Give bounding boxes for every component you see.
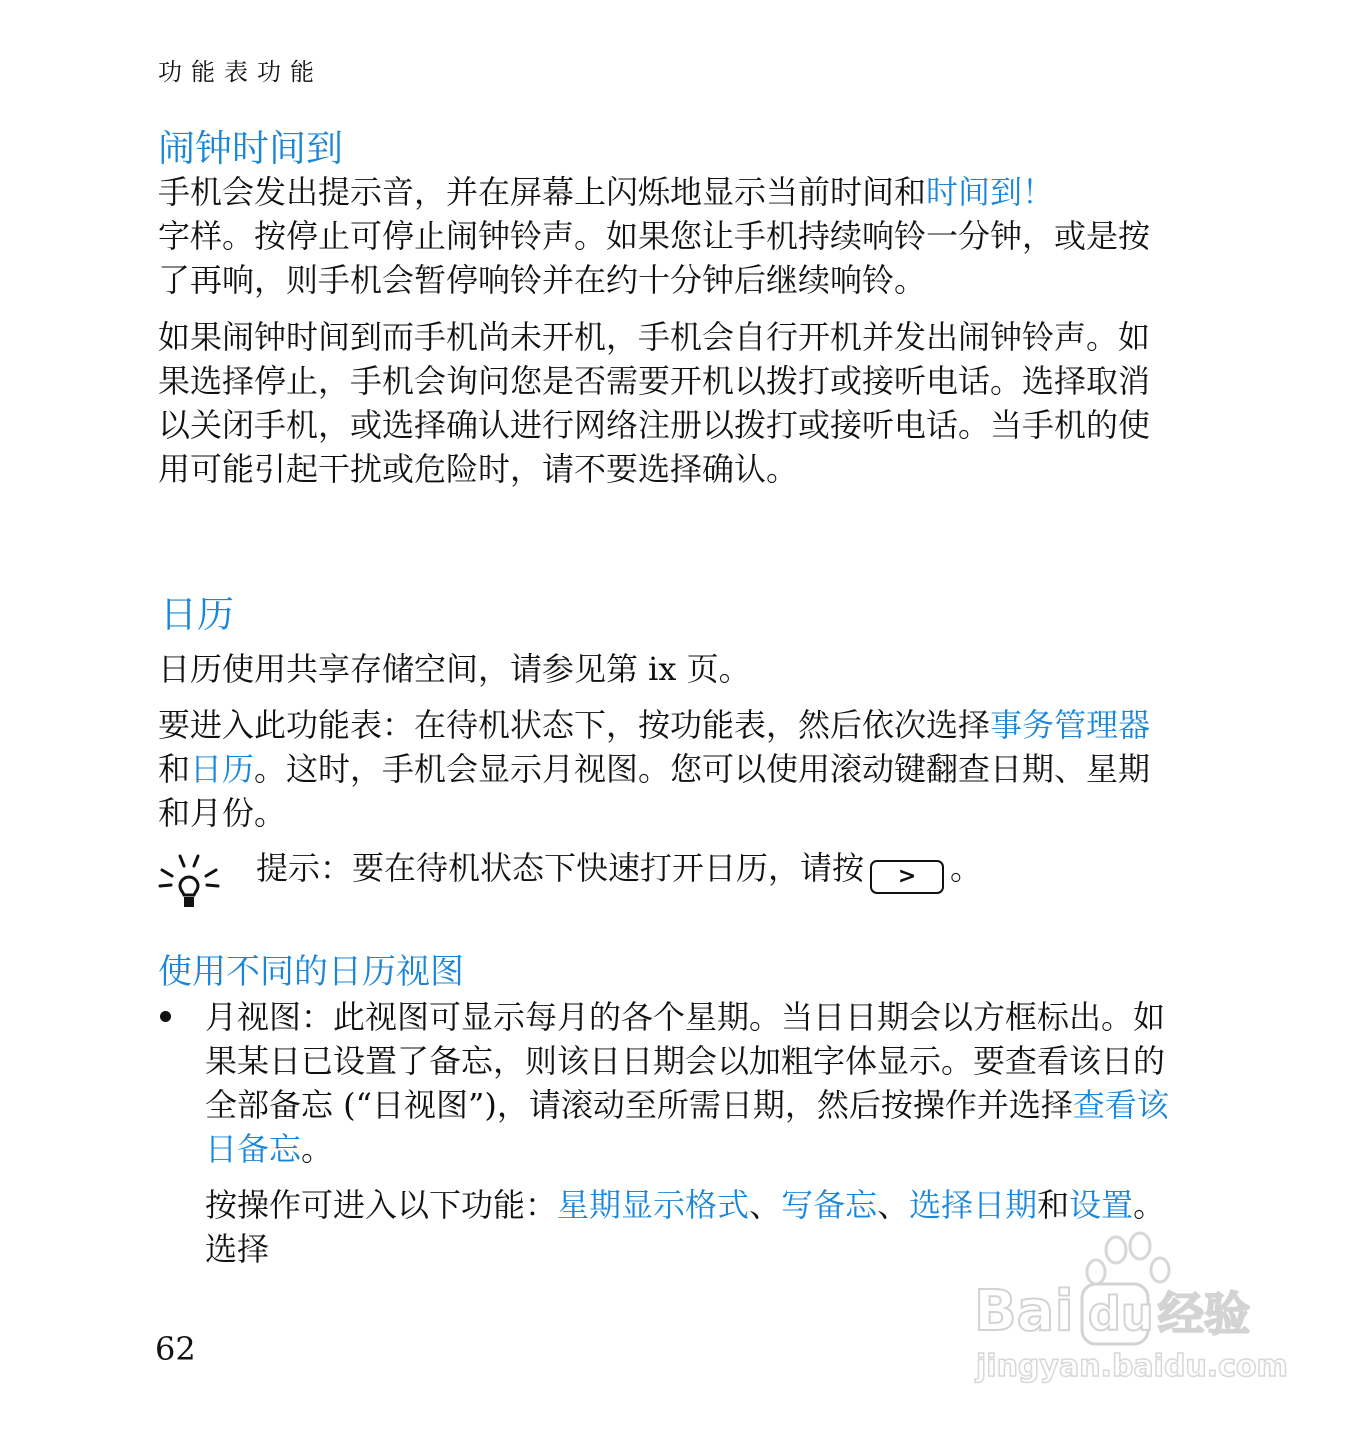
menu-term-organizer: 事务管理器 bbox=[990, 706, 1151, 744]
softkey-menu: 功能表 bbox=[670, 706, 767, 744]
text: ：在待机状态下，按 bbox=[382, 706, 671, 744]
softkey-stop: 停止 bbox=[286, 217, 351, 255]
text: 以关闭手机，或选择 bbox=[158, 406, 447, 444]
running-header: 功能表功能 bbox=[158, 58, 323, 86]
text: 和 bbox=[1037, 1186, 1070, 1224]
text: 如果闹钟时间到而手机尚未开机，手机会自行开机并发出闹钟铃声。如果选择 bbox=[158, 318, 1151, 400]
svg-text:Bai: Bai bbox=[974, 1279, 1074, 1344]
menu-term-settings: 设置 bbox=[1069, 1186, 1134, 1224]
text: 。 bbox=[301, 1130, 334, 1168]
text: 可进入以下功能： bbox=[301, 1186, 558, 1224]
text: ：此视图可显示每月的各个星期。当日日期会以方框标出。如果某日已设置了备忘，则该日日期会以加粗字体显示。要查看该日的全部备忘 (“日视图”)，请滚动至所需日期，然后按 bbox=[205, 998, 1166, 1124]
text: 、 bbox=[749, 1186, 782, 1224]
tip-text bbox=[256, 846, 1156, 894]
menu-term-calendar: 日历 bbox=[190, 750, 255, 788]
navigation-key-right-icon: > bbox=[870, 860, 944, 894]
item-label: 月视图 bbox=[205, 998, 302, 1036]
calendar-paragraph-1: 日历使用共享存储空间，请参见第 ix 页。 bbox=[158, 650, 751, 688]
menu-term-week-format: 星期显示格式 bbox=[557, 1186, 750, 1224]
menu-term-write-note: 写备忘 bbox=[781, 1186, 878, 1224]
softkey-stop: 停止 bbox=[254, 362, 319, 400]
text: 、 bbox=[877, 1186, 910, 1224]
text: 。 bbox=[950, 849, 983, 887]
text: 可停止闹钟铃声。如果您让手机持续响铃一分钟，或是按了 bbox=[158, 217, 1151, 299]
softkey-snooze: 再响 bbox=[190, 261, 255, 299]
text: 并选择 bbox=[976, 1086, 1073, 1124]
softkey-confirm: 确认 bbox=[446, 406, 511, 444]
alarm-paragraph-2 bbox=[158, 315, 1170, 491]
text: 。这时，手机会显示月视图。您可以使用滚动键翻查日期、星期和月份。 bbox=[158, 750, 1151, 832]
text: ，然后依次选择 bbox=[766, 706, 991, 744]
page-number: 62 bbox=[155, 1330, 196, 1368]
menu-term-view-day: 查看该日备忘 bbox=[205, 1086, 1169, 1168]
menu-term-time-up: 时间到！ bbox=[926, 173, 1055, 211]
bullet-item-month-view bbox=[205, 995, 1175, 1171]
bullet bbox=[160, 1011, 171, 1022]
text: 手机会发出提示音，并在屏幕上闪烁地显示当前时间和 bbox=[158, 173, 927, 211]
softkey-cancel: 取消 bbox=[1086, 362, 1151, 400]
svg-text:jingyan.baidu.com: jingyan.baidu.com bbox=[976, 1349, 1288, 1384]
text: 按 bbox=[205, 1186, 238, 1224]
text: 。 bbox=[766, 450, 799, 488]
svg-text:经验: 经验 bbox=[1158, 1287, 1250, 1341]
softkey-options: 操作 bbox=[912, 1086, 977, 1124]
section-heading-views: 使用不同的日历视图 bbox=[158, 952, 464, 992]
lightbulb-icon bbox=[158, 852, 220, 914]
baidu-jingyan-watermark bbox=[968, 1230, 1288, 1390]
text: 和 bbox=[158, 750, 191, 788]
text: ，手机会询问您是否需要开机以拨打或接听电话。选择 bbox=[318, 362, 1087, 400]
text: 字样。按 bbox=[158, 217, 287, 255]
section-heading-alarm: 闹钟时间到 bbox=[158, 127, 343, 170]
text: 进行网络注册以拨打或接听电话。当手机的使用可能引起干扰或危险时，请不要选择 bbox=[158, 406, 1151, 488]
softkey-options: 操作 bbox=[237, 1186, 302, 1224]
menu-term-go-to-date: 选择日期 bbox=[909, 1186, 1038, 1224]
text: ，则手机会暂停响铃并在约十分钟后继续响铃。 bbox=[254, 261, 927, 299]
calendar-paragraph-2 bbox=[158, 703, 1170, 835]
section-heading-calendar: 日历 bbox=[160, 593, 234, 636]
softkey-confirm: 确认 bbox=[702, 450, 767, 488]
text: 。选择 bbox=[205, 1186, 1166, 1268]
text: ：要在待机状态下快速打开日历，请按 bbox=[320, 849, 865, 887]
alarm-paragraph-1 bbox=[158, 170, 1170, 302]
instruction-label: 要进入此功能表 bbox=[158, 706, 383, 744]
svg-text:du: du bbox=[1088, 1287, 1154, 1341]
tip-label: 提示 bbox=[256, 849, 321, 887]
